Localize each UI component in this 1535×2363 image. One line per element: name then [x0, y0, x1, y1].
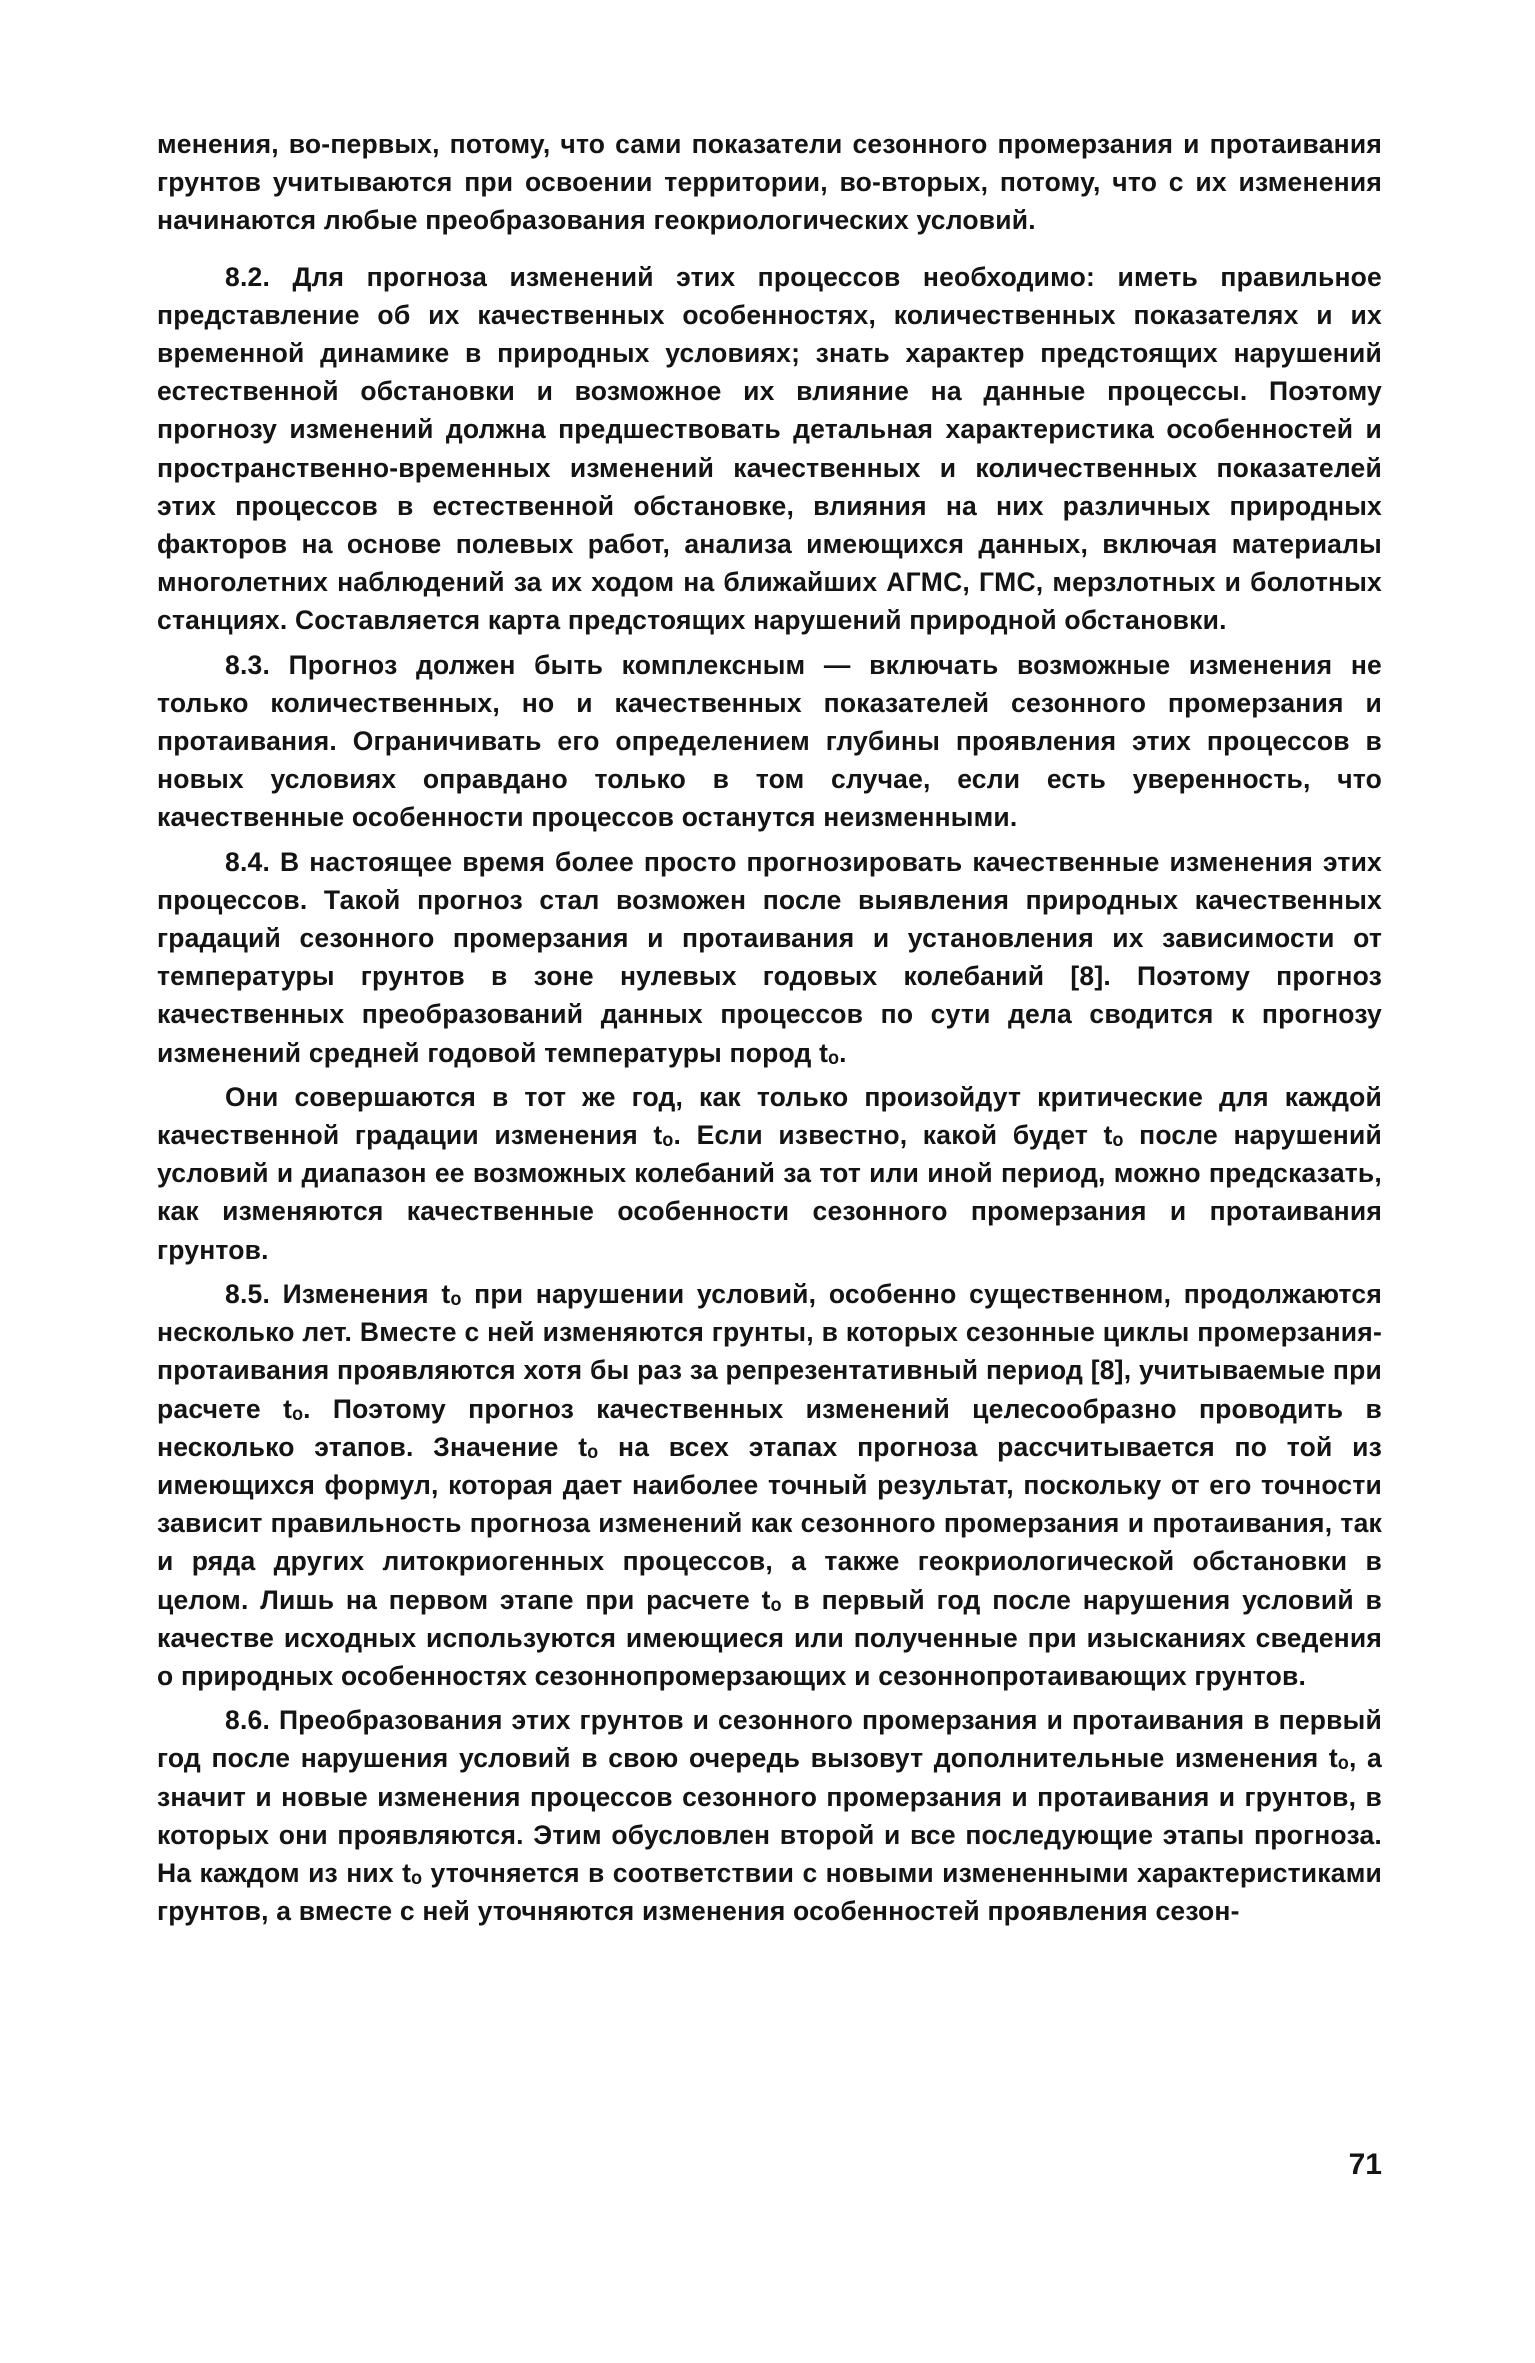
paragraph-8-4: [157, 843, 1382, 1072]
section-number: 8.6.: [225, 1705, 271, 1736]
section-number: 8.5.: [225, 1278, 271, 1309]
paragraph-text: Преобразования этих грунтов и сезонного промерзания и протаивания в первый год после нарушения условий в свою очередь вызовут дополнительные изменения tₒ, а значит и новые изменения процессов сезонного промерзания и протаивания и грунтов, в которых они проявляются. Этим обусловлен второй и все последующие этапы прогноза. На каждом из них tₒ уточняется в соответствии с новыми измененными характеристиками грунтов, а вместе с ней уточняются изменения особенностей проявления сезон-: [157, 1705, 1382, 1927]
paragraph-text: Прогноз должен быть комплексным — включать возможные изменения не только количественных, но и качественных показателей сезонного промерзания и протаивания. Ограничивать его определением глубины проявления этих процессов в новых условиях оправдано только в том случае, если есть уверенность, что качественные особенности процессов останутся неизменными.: [157, 649, 1382, 833]
paragraph-8-5: [157, 1275, 1382, 1695]
body-text: [157, 125, 1382, 1930]
paragraph-text: менения, во-первых, потому, что сами показатели сезонного промерзания и протаивания грунтов учитываются при освоении территории, во-вторых, потому, что с их изменения начинаются любые преобразования геокриологических условий.: [157, 129, 1382, 236]
paragraph-text: Для прогноза изменений этих процессов необходимо: иметь правильное представление об их качественных особенностях, количественных показателях и их временной динамике в природных условиях; знать характер предстоящих нарушений естественной обстановки и возможное их влияние на данные процессы. Поэтому прогнозу изменений должна предшествовать детальная характеристика особенностей и пространственно-временных изменений качественных и количественных показателей этих процессов в естественной обстановке, влияния на них различных природных факторов на основе полевых работ, анализа имеющихся данных, включая материалы многолетних наблюдений за их ходом на ближайших АГМС, ГМС, мерзлотных и болотных станциях. Составляется карта предстоящих нарушений природной обстановки.: [157, 261, 1382, 636]
section-number: 8.3.: [225, 649, 271, 680]
paragraph-continuation: [157, 125, 1382, 240]
paragraph-continuation: [157, 1078, 1382, 1269]
page-number: 71: [1348, 2148, 1382, 2181]
paragraph-text: Они совершаются в тот же год, как только произойдут критические для каждой качественной градации изменения tₒ. Если известно, какой будет tₒ после нарушений условий и диапазон ее возможных колебаний за тот или иной период, можно предсказать, как изменяются качественные особенности сезонного промерзания и протаивания грунтов.: [157, 1081, 1382, 1265]
section-number: 8.2.: [225, 261, 271, 292]
paragraph-8-3: [157, 646, 1382, 837]
paragraph-text: Изменения tₒ при нарушении условий, особенно существенном, продолжаются несколько лет. Вместе с ней изменяются грунты, в которых сезонные циклы промерзания-протаивания проявляются хотя бы раз за репрезентативный период [8], учитываемые при расчете tₒ. Поэтому прогноз качественных изменений целесообразно проводить в несколько этапов. Значение tₒ на всех этапах прогноза рассчитывается по той из имеющихся формул, которая дает наиболее точный результат, поскольку от его точности зависит правильность прогноза изменений как сезонного промерзания и протаивания, так и ряда других литокриогенных процессов, а также геокриологической обстановки в целом. Лишь на первом этапе при расчете tₒ в первый год после нарушения условий в качестве исходных используются имеющиеся или полученные при изысканиях сведения о природных особенностях сезоннопромерзающих и сезоннопротаивающих грунтов.: [157, 1278, 1382, 1691]
paragraph-text: В настоящее время более просто прогнозировать качественные изменения этих процессов. Такой прогноз стал возможен после выявления природных качественных градаций сезонного промерзания и протаивания и установления их зависимости от температуры грунтов в зоне нулевых годовых колебаний [8]. Поэтому прогноз качественных преобразований данных процессов по сути дела сводится к прогнозу изменений средней годовой температуры пород tₒ.: [157, 846, 1382, 1068]
paragraph-8-2: [157, 258, 1382, 640]
paragraph-8-6: [157, 1701, 1382, 1930]
section-number: 8.4.: [225, 846, 271, 877]
